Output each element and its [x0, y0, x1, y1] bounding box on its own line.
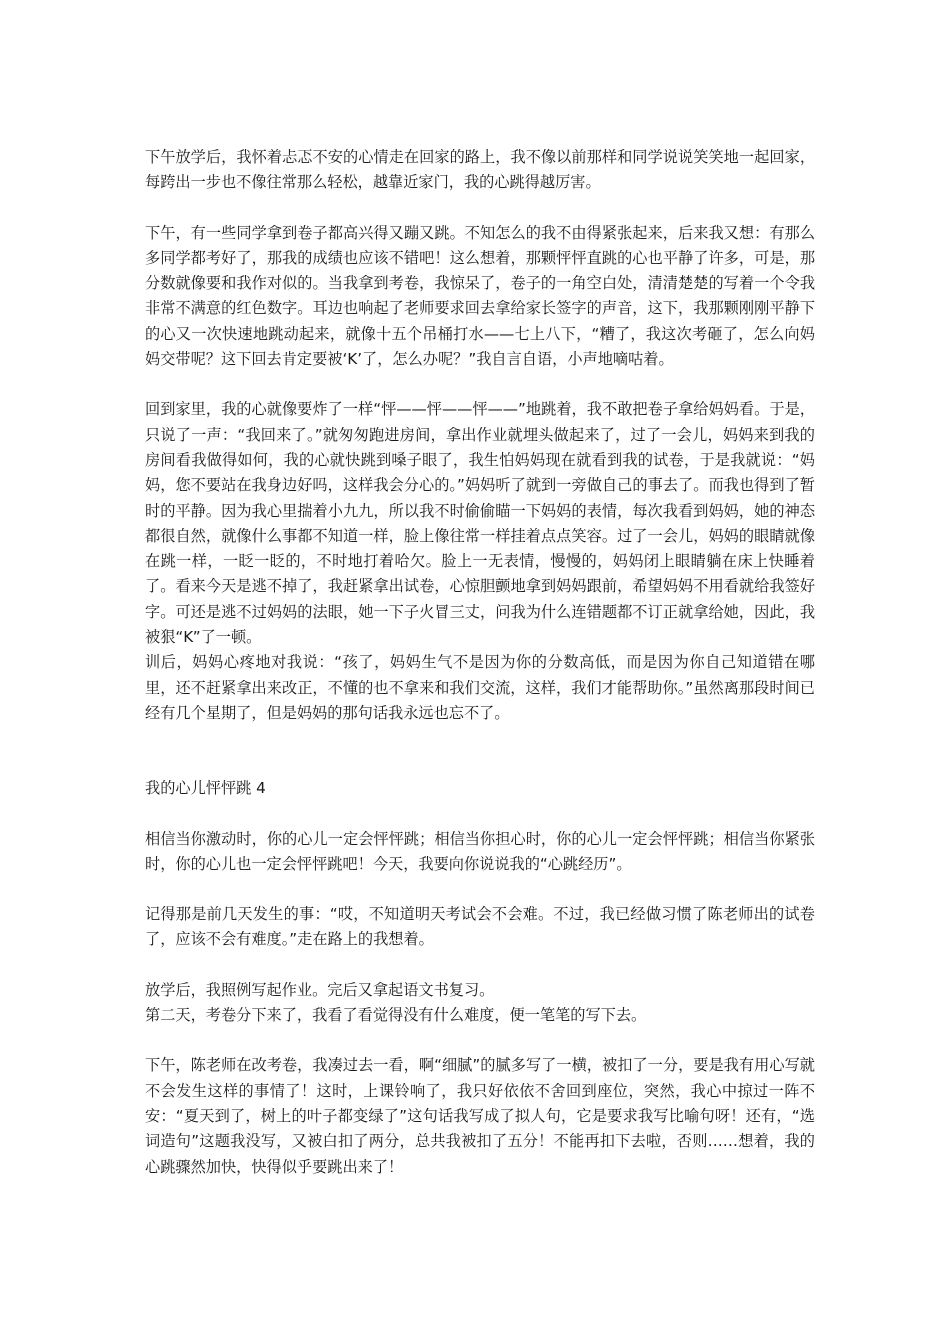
- paragraph-gap: [145, 953, 815, 978]
- paragraph-memory: 记得那是前几天发生的事：“哎，不知道明天考试会不会难。不过，我已经做习惯了陈老师出的试卷了，应该不会有难度。”走在路上的我想着。: [145, 905, 815, 949]
- paragraph-gap: [145, 802, 815, 827]
- paragraph-gap: [145, 372, 815, 397]
- paragraph-homework: 放学后，我照例写起作业。完后又拿起语文书复习。 第二天，考卷分下来了，我看了看觉得没有什么难度，便一笔笔的写下去。: [145, 980, 647, 1025]
- paragraph-gap: [145, 196, 815, 221]
- paragraph-at-home: 回到家里，我的心就像要炸了一样“怦——怦——怦——”地跳着，我不敢把卷子拿给妈妈看。于是，只说了一声：“我回来了。”就匆匆跑进房间，拿出作业就埋头做起来了，过了一会儿，妈妈来到我的房间看我做得如何，我的心就快跳到嗓子眼了，我生怕妈妈现在就看到我的试卷，于是我就说：“妈妈，您不要站在我身边好吗，这样我会分心的。”妈妈听了就到一旁做自己的事去了。而我也得到了暂时的平静。因为我心里揣着小九九，所以我不时偷偷瞄一下妈妈的表情，每次我看到妈妈，她的神态都很自然，就像什么事都不知道一样，脸上像往常一样挂着点点笑容。过了一会儿，妈妈的眼睛就像在跳一样，一眨一眨的，不时地打着哈欠。脸上一无表情，慢慢的，妈妈闭上眼睛躺在床上快睡着了。看来今天是逃不掉了，我赶紧拿出试卷，心惊胆颤地拿到妈妈跟前，希望妈妈不用看就给我签好字。可还是逃不过妈妈的法眼，她一下子火冒三丈，问我为什么连错题都不订正就拿给她，因此，我被狠“K”了一顿。 训后，妈妈心疼地对我说：“孩了，妈妈生气不是因为你的分数高低，而是因为你自己知道错在哪里，还不赶紧拿出来改正，不懂的也不拿来和我们交流，这样，我们才能帮助你。”虽然离那段时间已经有几个星期了，但是妈妈的那句话我永远也忘不了。: [145, 400, 815, 722]
- section-heading: 我的心儿怦怦跳 4: [145, 779, 266, 798]
- paragraph-gap: [145, 877, 815, 902]
- section-gap: [145, 726, 815, 776]
- document-body: [145, 145, 815, 1180]
- paragraph-intro: 相信当你激动时，你的心儿一定会怦怦跳；相信当你担心时，你的心儿一定会怦怦跳；相信当你紧张时，你的心儿也一定会怦怦跳吧！今天，我要向你说说我的“心跳经历”。: [145, 829, 815, 873]
- paragraph-afternoon-grading: 下午，陈老师在改考卷，我凑过去一看，啊“细腻”的腻多写了一横，被扣了一分，要是我有用心写就不会发生这样的事情了！这时，上课铃响了，我只好依依不舍回到座位，突然，我心中掠过一阵不安：“夏天到了，树上的叶子都变绿了”这句话我写成了拟人句，它是要求我写比喻句呀！还有，“选词造句”这题我没写，又被白扣了两分，总共我被扣了五分！不能再扣下去啦，否则……想着，我的心跳骤然加快，快得似乎要跳出来了！: [145, 1056, 815, 1176]
- paragraph-after-school: 下午放学后，我怀着忐忑不安的心情走在回家的路上，我不像以前那样和同学说说笑笑地一起回家，每跨出一步也不像往常那么轻松，越靠近家门，我的心跳得越厉害。: [145, 148, 815, 192]
- paragraph-getting-exam: 下午，有一些同学拿到卷子都高兴得又蹦又跳。不知怎么的我不由得紧张起来，后来我又想：有那么多同学都考好了，那我的成绩也应该不错吧！这么想着，那颗怦怦直跳的心也平静了许多，可是，那分数就像要和我作对似的。当我拿到考卷，我惊呆了，卷子的一角空白处，清清楚楚的写着一个令我非常不满意的红色数字。耳边也响起了老师要求回去拿给家长签字的声音，这下，我那颗刚刚平静下的心又一次快速地跳动起来，就像十五个吊桶打水——七上八下，“糟了，我这次考砸了，怎么向妈妈交带呢？这下回去肯定要被‘K’了，怎么办呢？”我自言自语，小声地嘀咕着。: [145, 223, 815, 369]
- paragraph-gap: [145, 1028, 815, 1053]
